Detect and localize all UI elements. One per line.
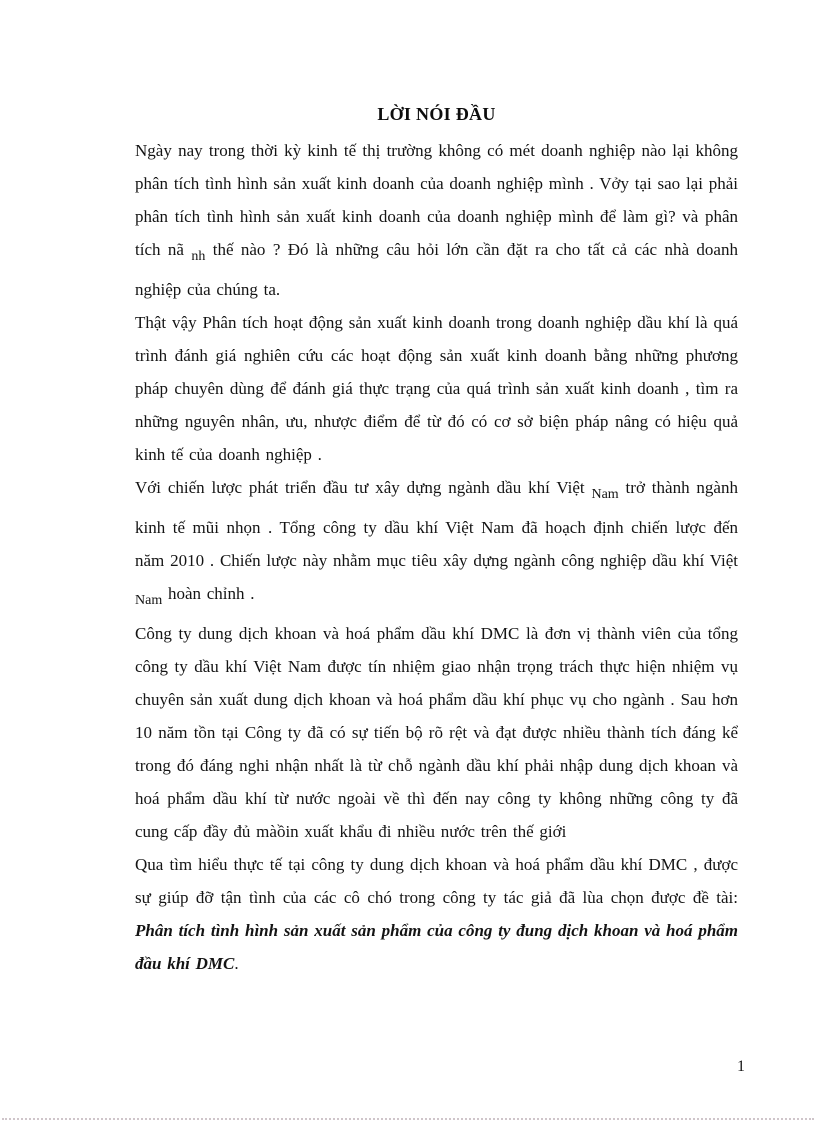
document-paragraphs bbox=[135, 134, 738, 980]
text-segment: hoàn chỉnh . bbox=[162, 584, 255, 603]
text-segment: nh bbox=[191, 249, 206, 264]
paragraph bbox=[135, 471, 738, 617]
text-segment: Ngày nay trong thời kỳ kinh tế thị trường không có mét doanh nghiệp nào lại không phân tích tình hình sản xuất kinh doanh của doanh nghiệp mình . Vởy tại sao lại phải phân tích tình hình sản xuất kinh doanh của doanh nghiệp mình để làm gì? và phân tích nã bbox=[135, 141, 738, 259]
document-content bbox=[135, 101, 738, 980]
text-segment: Thật vậy Phân tích hoạt động sản xuất kinh doanh trong doanh nghiệp dầu khí là quá trình đánh giá nghiên cứu các hoạt động sản xuất kinh doanh bằng những phương pháp chuyên dùng để đánh giá thực trạng của quá trình sản xuất kinh doanh , tìm ra những nguyên nhân, ưu, nhược điểm để từ đó có cơ sở biện pháp nâng có hiệu quả kinh tế của doanh nghiệp . bbox=[135, 313, 738, 464]
text-segment: trở thành ngành kinh tế mũi nhọn . Tổng công ty dầu khí Việt Nam đã hoạch định chiến lược đến năm 2010 . Chiến lược này nhằm mục tiêu xây dựng ngành công nghiệp dầu khí Việt bbox=[135, 478, 738, 570]
page-number: 1 bbox=[737, 1058, 745, 1075]
paragraph bbox=[135, 617, 738, 848]
page-bottom-border bbox=[2, 1118, 814, 1120]
text-segment: Công ty dung dịch khoan và hoá phẩm dầu khí DMC là đơn vị thành viên của tổng công ty dầu khí Việt Nam được tín nhiệm giao nhận trọng trách thực hiện nhiệm vụ chuyên sản xuất dung dịch khoan và hoá phẩm dầu khí phục vụ cho ngành . Sau hơn 10 năm tồn tại Công ty đã có sự tiến bộ rõ rệt và đạt được nhiều thành tích đáng kể trong đó đáng nghi nhận nhất là từ chỗ ngành dầu khí phải nhập dung dịch khoan và hoá phẩm dầu khí từ nước ngoài về thì đến nay công ty không những công ty đã cung cấp đầy đủ màồin xuất khẩu đi nhiều nước trên thế giới bbox=[135, 624, 738, 841]
page-title: LỜI NÓI ĐẦU bbox=[377, 104, 496, 124]
text-segment: . bbox=[234, 954, 239, 973]
text-segment: Với chiến lược phát triển đầu tư xây dựng ngành dầu khí Việt bbox=[135, 478, 592, 497]
text-segment: thế nào ? Đó là những câu hỏi lớn cần đặt ra cho tất cả các nhà doanh nghiệp của chúng ta. bbox=[135, 240, 738, 299]
paragraph bbox=[135, 306, 738, 471]
paragraph bbox=[135, 134, 738, 306]
text-segment: Phân tích tình hình sản xuất sản phẩm của công ty đung dịch khoan và hoá phẩm đầu khí DMC bbox=[135, 921, 738, 973]
text-segment: Nam bbox=[591, 487, 619, 502]
text-segment: Qua tìm hiểu thực tế tại công ty dung dịch khoan và hoá phẩm dầu khí DMC , được sự giúp đỡ tận tình của các cô chó trong công ty tác giả đã lùa chọn được đề tài: bbox=[135, 855, 738, 907]
text-segment: Nam bbox=[135, 593, 163, 608]
paragraph bbox=[135, 848, 738, 980]
